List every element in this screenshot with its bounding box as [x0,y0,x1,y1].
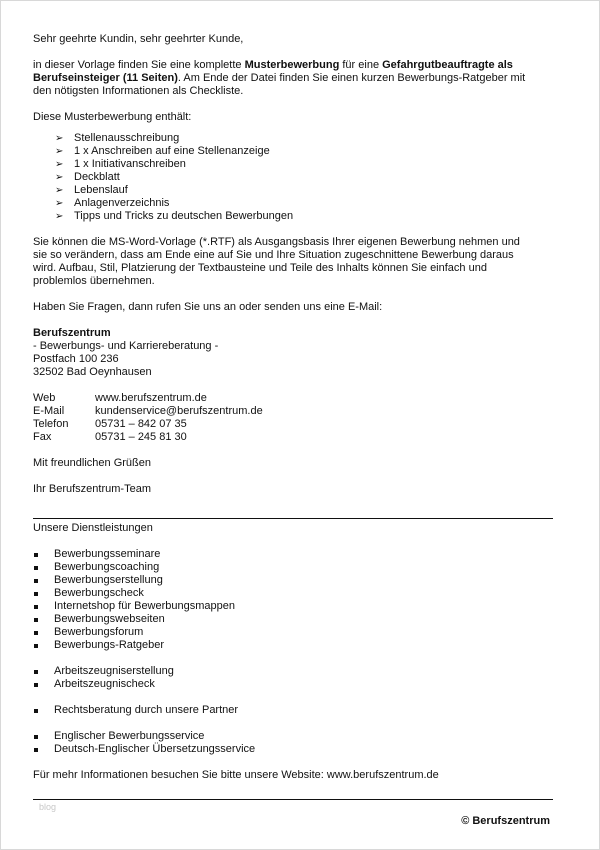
contact-web: Web www.berufszentrum.de [33,392,207,404]
address-city: 32502 Bad Oeynhausen [33,366,152,378]
contact-block [33,392,553,444]
list-item: Rechtsberatung durch unsere Partner [33,704,553,717]
contact-phone: Telefon 05731 – 842 07 35 [33,418,187,430]
list-item: Bewerbungserstellung [33,574,553,587]
list-item: Bewerbungs-Ratgeber [33,639,553,652]
list-item: Internetshop für Bewerbungsmappen [33,600,553,613]
company-tagline: - Bewerbungs- und Karriereberatung - [33,340,219,352]
list-item: Bewerbungscheck [33,587,553,600]
list-item: Bewerbungswebseiten [33,613,553,626]
list-item: Bewerbungsforum [33,626,553,639]
intro-paragraph: in dieser Vorlage finden Sie eine komplette Musterbewerbung für eine Gefahrgutbeauftragte als Berufseinsteiger (11 Seiten). Am Ende der Datei finden Sie einen kurzen Bewerbungs-Ratgeber mit den nötigsten Informationen als Checkliste. [33,59,526,97]
email-link[interactable]: kundenservice@berufszentrum.de [95,405,263,417]
copyright: © Berufszentrum [461,815,550,827]
contents-list [33,132,553,223]
letter-body [33,33,553,782]
watermark: blog [39,802,57,812]
services-list-2 [33,665,553,691]
list-item: Englischer Bewerbungsservice [33,730,553,743]
contents-heading: Diese Musterbewerbung enthält: [33,111,192,123]
usage-paragraph: Sie können die MS-Word-Vorlage (*.RTF) als Ausgangsbasis Ihrer eigenen Bewerbung nehmen und sie so verändern, dass am Ende eine auf Sie und Ihre Situation zugeschnittene Bewerbung daraus wird. Aufbau, Stil, Platzierung der Textbausteine und Teile des Inhalts können Sie einfach und problemlos übernehmen. [33,236,520,287]
company-name: Berufszentrum [33,327,111,339]
address-street: Postfach 100 236 [33,353,119,365]
salutation: Sehr geehrte Kundin, sehr geehrter Kunde, [33,33,244,45]
web-link[interactable]: www.berufszentrum.de [95,392,207,404]
signature: Ihr Berufszentrum-Team [33,483,151,495]
list-item: ➢ Stellenausschreibung [55,132,553,145]
list-item: ➢ Anlagenverzeichnis [55,197,553,210]
list-item: Bewerbungsseminare [33,548,553,561]
list-item: ➢ Tipps und Tricks zu deutschen Bewerbungen [55,210,553,223]
services-list-4 [33,730,553,756]
list-item: ➢ Deckblatt [55,171,553,184]
footer-divider [33,799,553,800]
services-list-3 [33,704,553,717]
list-item: ➢ 1 x Anschreiben auf eine Stellenanzeige [55,145,553,158]
services-list-1 [33,548,553,652]
list-item: ➢ 1 x Initiativanschreiben [55,158,553,171]
services-heading: Unsere Dienstleistungen [33,522,153,534]
list-item: Arbeitszeugnischeck [33,678,553,691]
more-info: Für mehr Informationen besuchen Sie bitte unsere Website: www.berufszentrum.de [33,769,439,781]
contact-email: E-Mail kundenservice@berufszentrum.de [33,405,263,417]
list-item: Deutsch-Englischer Übersetzungsservice [33,743,553,756]
contact-fax: Fax 05731 – 245 81 30 [33,431,187,443]
questions-line: Haben Sie Fragen, dann rufen Sie uns an oder senden uns eine E-Mail: [33,301,383,313]
list-item: Arbeitszeugniserstellung [33,665,553,678]
list-item: ➢ Lebenslauf [55,184,553,197]
list-item: Bewerbungscoaching [33,561,553,574]
closing: Mit freundlichen Grüßen [33,457,151,469]
